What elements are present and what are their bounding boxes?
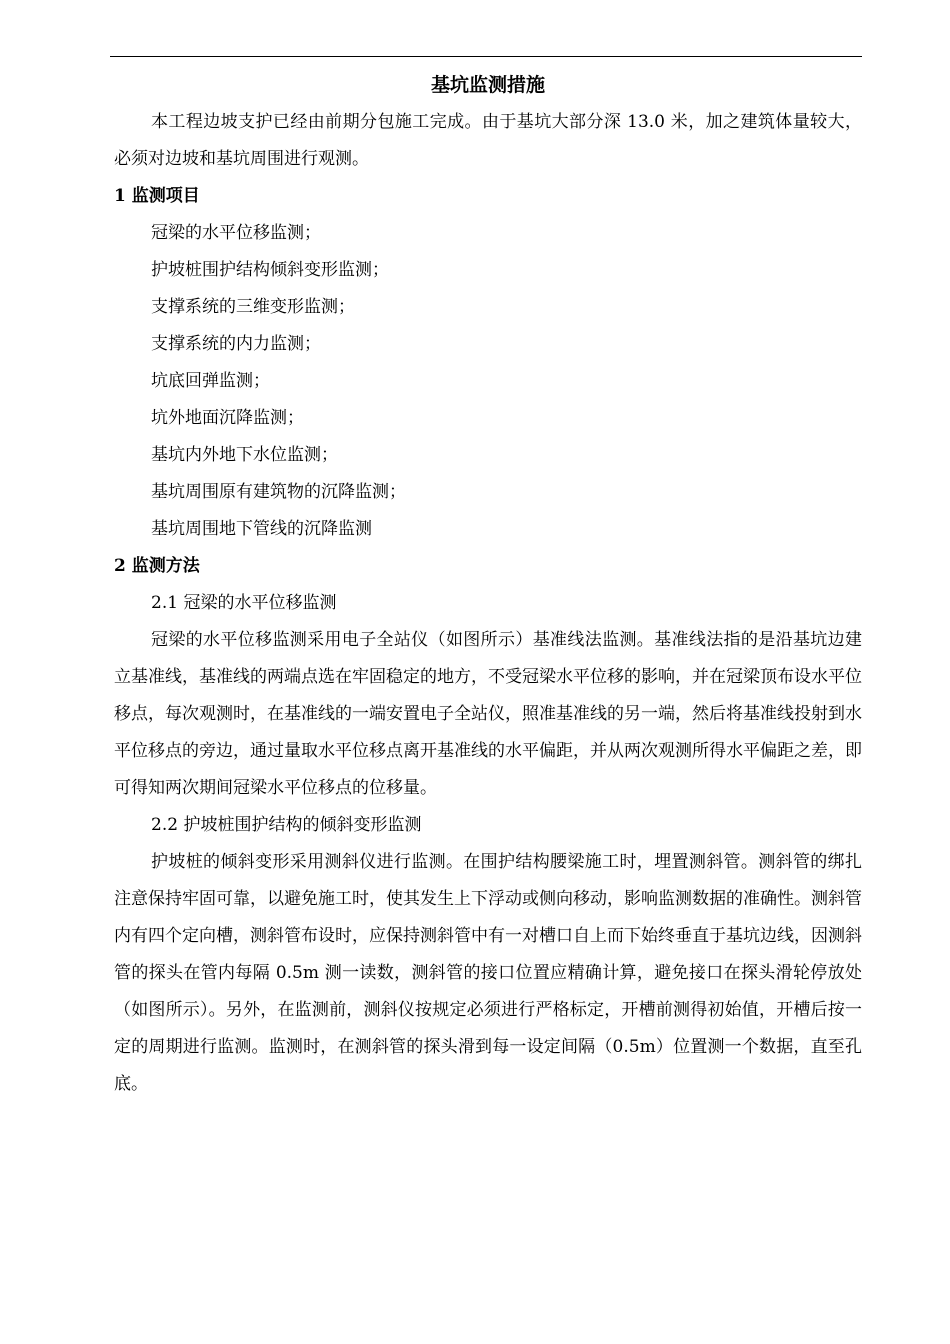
document-page <box>114 66 862 1103</box>
subsection-2-1-body: 冠梁的水平位移监测采用电子全站仪（如图所示）基准线法监测。基准线法指的是沿基坑边建立基准线，基准线的两端点选在牢固稳定的地方，不受冠梁水平位移的影响，并在冠梁顶布设水平位移点，每次观测时，在基准线的一端安置电子全站仪，照准基准线的另一端，然后将基准线投射到水平位移点的旁边，通过量取水平位移点离开基准线的水平偏距，并从两次观测所得水平偏距之差，即可得知两次期间冠梁水平位移点的位移量。 <box>114 630 862 798</box>
list-item: 支撑系统的内力监测； <box>151 334 321 354</box>
subsection-2-2-body: 护坡桩的倾斜变形采用测斜仪进行监测。在围护结构腰梁施工时，埋置测斜管。测斜管的绑扎注意保持牢固可靠，以避免施工时，使其发生上下浮动或侧向移动，影响监测数据的准确性。测斜管内有四个定向槽，测斜管布设时，应保持测斜管中有一对槽口自上而下始终垂直于基坑边线，因测斜管的探头在管内每隔 0.5m 测一读数，测斜管的接口位置应精确计算，避免接口在探头滑轮停放处（如图所示）。另外，在监测前，测斜仪按规定必须进行严格标定，开槽前测得初始值，开槽后按一定的周期进行监测。监测时，在测斜管的探头滑到每一设定间隔（0.5m）位置测一个数据，直至孔底。 <box>114 852 862 1094</box>
list-item: 基坑内外地下水位监测； <box>151 445 338 465</box>
subsection-2-2-heading: 2.2 护坡桩围护结构的倾斜变形监测 <box>151 815 422 835</box>
list-item: 支撑系统的三维变形监测； <box>151 297 355 317</box>
list-item: 坑外地面沉降监测； <box>151 408 304 428</box>
document-title: 基坑监测措施 <box>430 74 545 96</box>
list-item: 基坑周围地下管线的沉降监测 <box>151 519 372 539</box>
list-item: 坑底回弹监测； <box>151 371 270 391</box>
list-item: 护坡桩围护结构倾斜变形监测； <box>151 260 389 280</box>
intro-paragraph: 本工程边坡支护已经由前期分包施工完成。由于基坑大部分深 13.0 米，加之建筑体量较大，必须对边坡和基坑周围进行观测。 <box>114 112 862 169</box>
header-rule <box>110 56 862 57</box>
list-item: 基坑周围原有建筑物的沉降监测； <box>151 482 406 502</box>
list-item: 冠梁的水平位移监测； <box>151 223 321 243</box>
section2-heading: 2 监测方法 <box>114 556 200 576</box>
section1-heading: 1 监测项目 <box>114 186 200 206</box>
monitoring-items-list <box>114 215 862 548</box>
subsection-2-1-heading: 2.1 冠梁的水平位移监测 <box>151 593 337 613</box>
